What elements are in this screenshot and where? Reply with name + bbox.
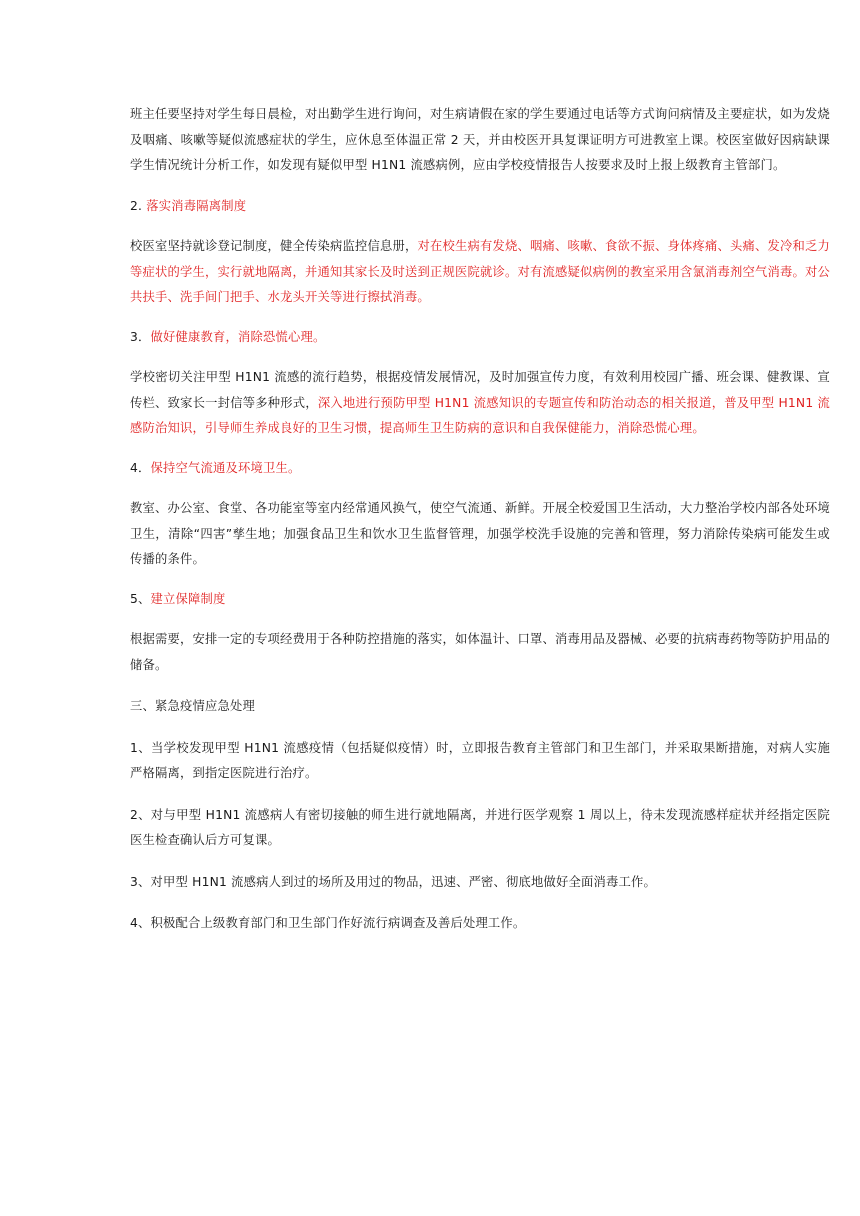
heading-text: 做好健康教育，消除恐慌心理。 xyxy=(150,329,326,344)
heading-text: 落实消毒隔离制度 xyxy=(146,198,247,213)
heading-number: 4． xyxy=(130,460,151,475)
heading-number: 5、 xyxy=(130,591,151,606)
emergency-item-4: 4、积极配合上级教育部门和卫生部门作好流行病调查及善后处理工作。 xyxy=(130,916,526,930)
section-heading-emergency: 三、紧急疫情应急处理 xyxy=(130,699,255,713)
heading-number: 3． xyxy=(130,329,151,344)
paragraph-funding: 根据需要，安排一定的专项经费用于各种防控措施的落实，如体温计、口罩、消毒用品及器械、必要的抗病毒药物等防护用品的储备。 xyxy=(130,632,830,672)
paragraph-publicity xyxy=(130,365,830,442)
document-body xyxy=(130,102,830,937)
emergency-item-2: 2、对与甲型 H1N1 流感病人有密切接触的师生进行就地隔离，并进行医学观察 1 周以上，待未发现流感样症状并经指定医院医生检查确认后方可复课。 xyxy=(130,807,830,847)
paragraph-text: 学校密切关注甲型 H1N1 流感的流行趋势，根据疫情发展情况，及时加强宣传力度，有效利用校园广播、班会课、健教课、宣传栏、致家长一封信等多种形式， xyxy=(130,370,830,410)
emergency-item-3: 3、对甲型 H1N1 流感病人到过的场所及用过的物品，迅速、严密、彻底地做好全面消毒工作。 xyxy=(130,874,657,889)
paragraph-morning-check: 班主任要坚持对学生每日晨检，对出勤学生进行询问，对生病请假在家的学生要通过电话等方式询问病情及主要症状，如为发烧及咽痛、咳嗽等疑似流感症状的学生，应休息至体温正常 2 天，并由校医开具复课证明方可进教室上课。校医室做好因病缺课学生情况统计分析工作，如发现有疑似甲型 H1N1 流感病例，应由学校疫情报告人按要求及时上报上级教育主管部门。 xyxy=(130,107,830,172)
heading-number: 2. xyxy=(130,198,147,213)
highlighted-text: 深入地进行预防甲型 H1N1 流感知识的专题宣传和防治动态的相关报道，普及甲型 H1N1 流感防治知识，引导师生养成良好的卫生习惯，提高师生卫生防病的意识和自我保健能力，消除恐慌心理。 xyxy=(130,395,830,435)
heading-ventilation-hygiene xyxy=(130,456,830,482)
heading-text: 建立保障制度 xyxy=(150,591,226,606)
heading-disinfection-isolation xyxy=(130,194,830,220)
emergency-item-1: 1、当学校发现甲型 H1N1 流感疫情（包括疑似疫情）时，立即报告教育主管部门和卫生部门，并采取果断措施，对病人实施严格隔离，到指定医院进行治疗。 xyxy=(130,740,830,780)
paragraph-clinic-registration xyxy=(130,234,830,311)
highlighted-text: 对在校生病有发烧、咽痛、咳嗽、食欲不振、身体疼痛、头痛、发冷和乏力等症状的学生，实行就地隔离，并通知其家长及时送到正规医院就诊。对有流感疑似病例的教室采用含氯消毒剂空气消毒。对公共扶手、洗手间门把手、水龙头开关等进行擦拭消毒。 xyxy=(130,239,830,304)
paragraph-environment: 教室、办公室、食堂、各功能室等室内经常通风换气，使空气流通、新鲜。开展全校爱国卫生活动，大力整治学校内部各处环境卫生，清除“四害”孳生地；加强食品卫生和饮水卫生监督管理，加强学校洗手设施的完善和管理，努力消除传染病可能发生或传播的条件。 xyxy=(130,501,830,566)
heading-safeguard-system xyxy=(130,587,830,613)
heading-health-education xyxy=(130,325,830,351)
heading-text: 保持空气流通及环境卫生。 xyxy=(150,460,301,475)
paragraph-text: 校医室坚持就诊登记制度，健全传染病监控信息册， xyxy=(130,239,418,253)
